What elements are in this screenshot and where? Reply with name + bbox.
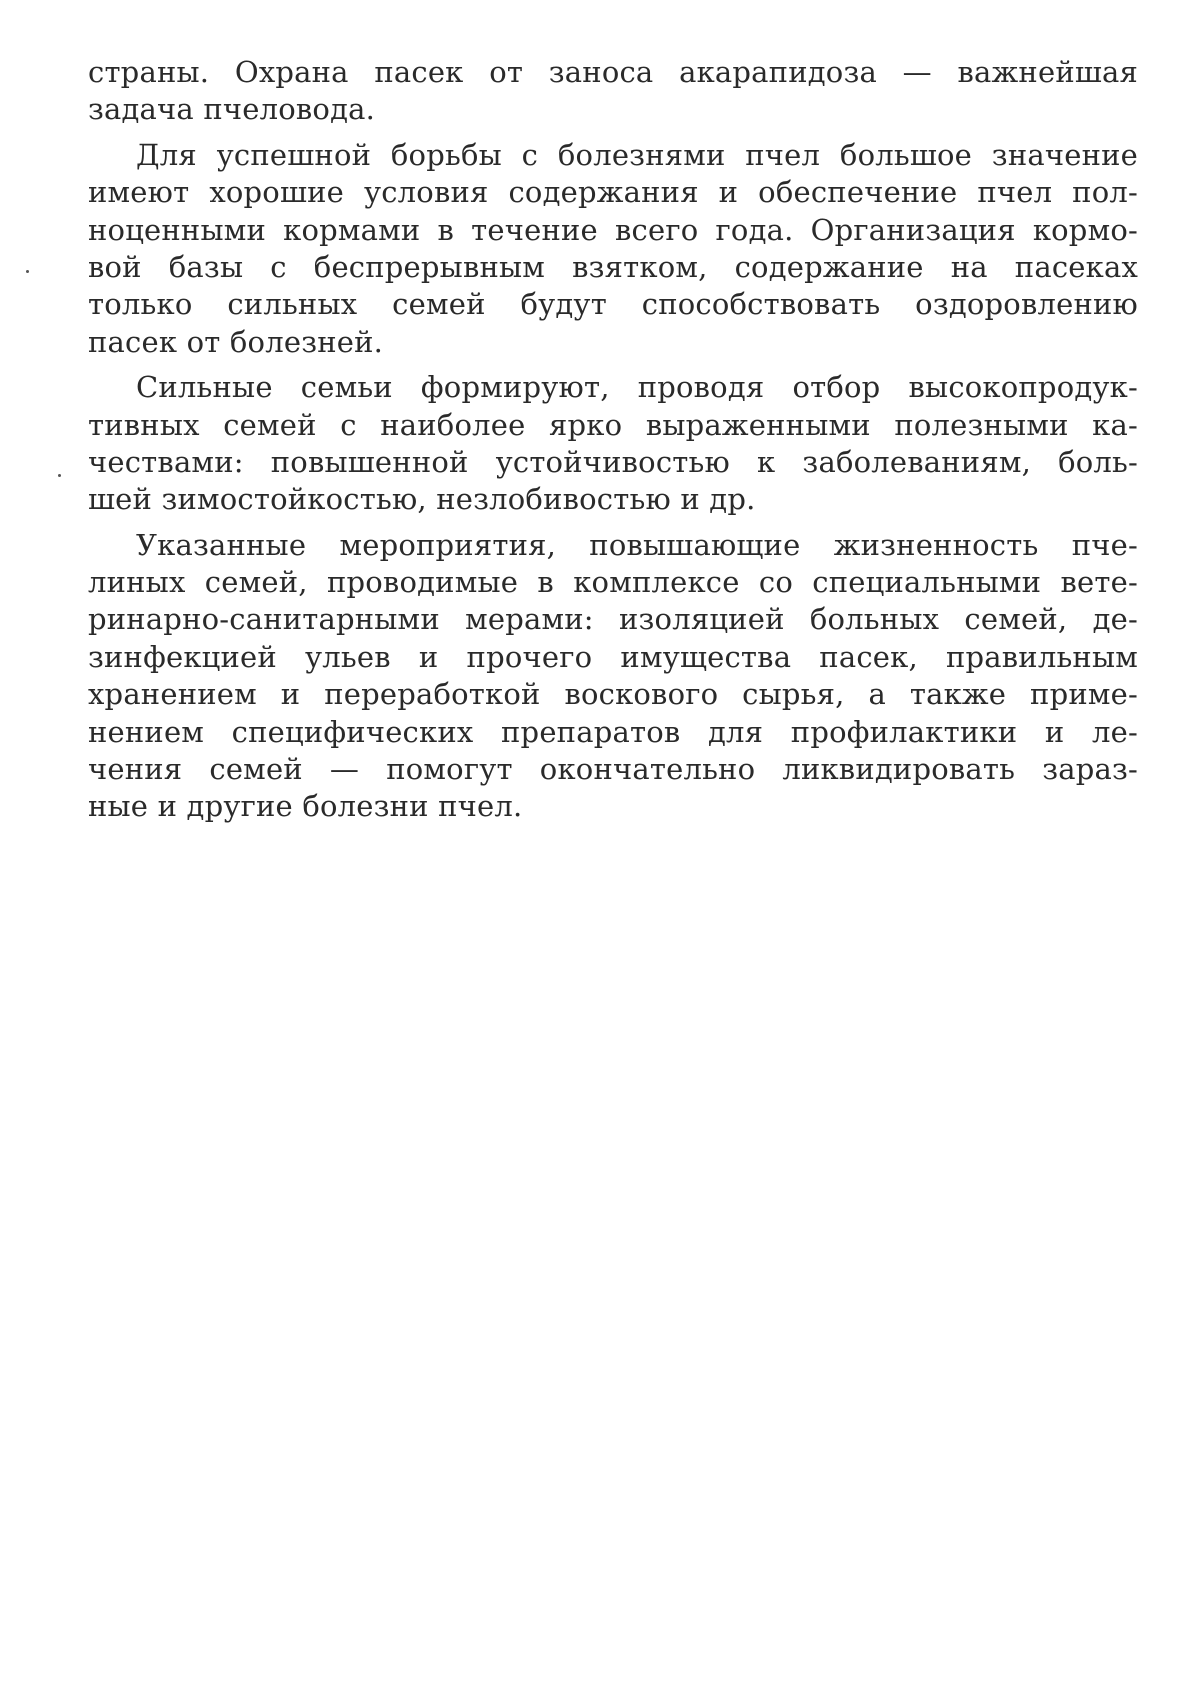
body-text	[88, 54, 1138, 826]
paragraph-4-line-4: зинфекцией ульев и прочего имущества пасек, правильным	[88, 639, 1138, 674]
paragraph-2-line-2: имеют хорошие условия содержания и обеспечение пчел пол-	[88, 175, 1138, 210]
paragraph-3-line-2: тивных семей с наиболее ярко выраженными полезными ка-	[88, 407, 1138, 442]
paragraph-1-line-2: задача пчеловода.	[88, 92, 376, 127]
paragraph-1-line-1: страны. Охрана пасек от заноса акарапидоза — важнейшая	[88, 55, 1138, 89]
paragraph-2-line-4: вой базы с беспрерывным взятком, содержание на пасеках	[88, 249, 1138, 284]
paragraph-2-line-1: Для успешной борьбы с болезнями пчел большое значение	[136, 137, 1138, 172]
paragraph-4-line-8: ные и другие болезни пчел.	[88, 789, 523, 824]
paragraph-2-line-3: ноценными кормами в течение всего года. Организация кормо-	[88, 212, 1138, 247]
paragraph-4-line-7: чения семей — помогут окончательно ликвидировать зараз-	[88, 752, 1138, 787]
scan-speck	[58, 474, 61, 477]
paragraph-3-line-3: чествами: повышенной устойчивостью к заболеваниям, боль-	[88, 444, 1138, 479]
paragraph-4-line-5: хранением и переработкой воскового сырья, а также приме-	[88, 677, 1138, 712]
paragraph-4-line-2: линых семей, проводимые в комплексе со специальными вете-	[88, 565, 1138, 600]
paragraph-3-line-4: шей зимостойкостью, незлобивостью и др.	[88, 482, 756, 517]
scan-speck	[26, 270, 29, 273]
paragraph-4-line-1: Указанные мероприятия, повышающие жизненность пче-	[136, 527, 1138, 562]
paragraph-gap	[88, 519, 1138, 527]
paragraph-gap	[88, 129, 1138, 137]
paragraph-gap	[88, 361, 1138, 369]
paragraph-2-line-6: пасек от болезней.	[88, 324, 384, 359]
paragraph-3-line-1: Сильные семьи формируют, проводя отбор высокопродук-	[136, 370, 1138, 405]
paragraph-4-line-3: ринарно-санитарными мерами: изоляцией больных семей, де-	[88, 602, 1138, 637]
paragraph-2-line-5: только сильных семей будут способствовать оздоровлению	[88, 287, 1138, 322]
paragraph-4-line-6: нением специфических препаратов для профилактики и ле-	[88, 714, 1138, 749]
